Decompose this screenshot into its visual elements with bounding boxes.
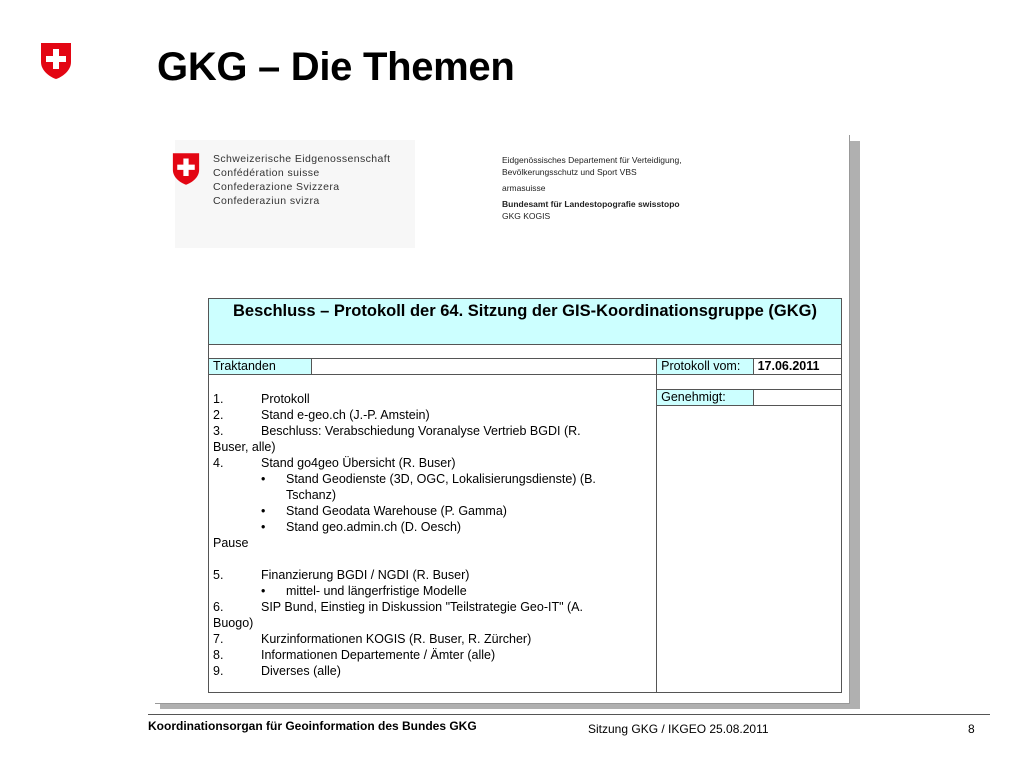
traktanden-label: Traktanden (209, 359, 312, 375)
org-name-rm: Confederaziun svizra (213, 195, 320, 207)
bullet-icon: • (261, 504, 266, 518)
department-block (502, 154, 682, 222)
agenda-item (213, 535, 652, 551)
agenda-subitem: Stand Geodata Warehouse (P. Gamma) (286, 504, 507, 518)
agenda-text-continued: Buogo) (213, 616, 254, 630)
federal-shield-icon (172, 152, 200, 186)
agenda-subitem: Stand geo.admin.ch (D. Oesch) (286, 520, 462, 534)
agenda-number: 9. (213, 664, 224, 678)
footer-organization: Koordinationsorgan für Geoinformation des Bundes GKG (148, 719, 477, 733)
agenda-text: Protokoll (261, 392, 310, 406)
org-name-it: Confederazione Svizzera (213, 181, 340, 193)
org-name-fr: Confédération suisse (213, 167, 320, 179)
agenda-item (213, 519, 652, 535)
agenda-item (213, 551, 652, 567)
spacer-cell (657, 375, 842, 390)
agenda-number: 7. (213, 632, 224, 646)
agenda-text: Finanzierung BGDI / NGDI (R. Buser) (261, 568, 470, 582)
agenda-subitem: Stand Geodienste (3D, OGC, Lokalisierungsdienste) (B. (286, 472, 596, 486)
agenda-item (213, 407, 652, 423)
agenda-item (213, 487, 652, 503)
agenda-number: 4. (213, 456, 224, 470)
agenda-text-continued: Pause (213, 536, 249, 550)
org-names (213, 152, 390, 208)
agenda-number: 6. (213, 600, 224, 614)
bullet-icon: • (261, 520, 266, 534)
agenda-text: Informationen Departemente / Ämter (alle) (261, 648, 496, 662)
agenda-number: 5. (213, 568, 224, 582)
bullet-icon: • (261, 472, 266, 486)
dept-line: armasuisse (502, 183, 546, 193)
genehmigt-value (753, 390, 841, 406)
agenda-text: Beschluss: Verabschiedung Voranalyse Vertrieb BGDI (R. (261, 424, 581, 438)
agenda-text: SIP Bund, Einstieg in Diskussion "Teilstrategie Geo-IT" (A. (261, 600, 583, 614)
agenda-item (213, 455, 652, 471)
page-number: 8 (968, 722, 975, 736)
protocol-title: Beschluss – Protokoll der 64. Sitzung der GIS-Koordinationsgruppe (GKG) (209, 299, 842, 345)
agenda-text: Stand e-geo.ch (J.-P. Amstein) (261, 408, 430, 422)
protokoll-vom-label: Protokoll vom: (657, 359, 753, 375)
agenda-item (213, 583, 652, 599)
agenda-item (213, 471, 652, 487)
spacer-row (209, 345, 842, 359)
agenda-item (213, 647, 652, 663)
swiss-shield-logo (40, 42, 72, 80)
agenda-subitem-continued: Tschanz) (286, 488, 337, 502)
dept-line: Eidgenössisches Departement für Verteidigung, (502, 155, 682, 165)
footer-divider (148, 714, 990, 715)
agenda-text: Stand go4geo Übersicht (R. Buser) (261, 456, 456, 470)
traktanden-value (312, 359, 657, 375)
bullet-icon: • (261, 584, 266, 598)
dept-line: GKG KOGIS (502, 211, 551, 221)
agenda-number: 2. (213, 408, 224, 422)
slide-title: GKG – Die Themen (157, 45, 515, 89)
genehmigt-label: Genehmigt: (657, 390, 753, 406)
agenda-number: 8. (213, 648, 224, 662)
agenda-text: Diverses (alle) (261, 664, 341, 678)
agenda-item (213, 599, 652, 615)
agenda-item (213, 615, 652, 631)
empty-cell (657, 406, 842, 693)
agenda-item (213, 423, 652, 439)
agenda-subitem: mittel- und längerfristige Modelle (286, 584, 467, 598)
agenda-number: 1. (213, 392, 224, 406)
agenda-item (213, 631, 652, 647)
dept-line: Bevölkerungsschutz und Sport VBS (502, 167, 637, 177)
agenda-item (213, 439, 652, 455)
protocol-table (208, 298, 842, 693)
agenda-text-continued: Buser, alle) (213, 440, 276, 454)
agenda-list (209, 375, 657, 693)
agenda-item (213, 503, 652, 519)
agenda-item (213, 391, 652, 407)
footer-meeting: Sitzung GKG / IKGEO 25.08.2011 (588, 722, 769, 736)
agenda-text: Kurzinformationen KOGIS (R. Buser, R. Zürcher) (261, 632, 532, 646)
dept-line: Bundesamt für Landestopografie swisstopo (502, 199, 680, 209)
agenda-item (213, 567, 652, 583)
agenda-number: 3. (213, 424, 224, 438)
protokoll-vom-value: 17.06.2011 (753, 359, 841, 375)
org-name-de: Schweizerische Eidgenossenschaft (213, 153, 391, 165)
agenda-item (213, 663, 652, 679)
